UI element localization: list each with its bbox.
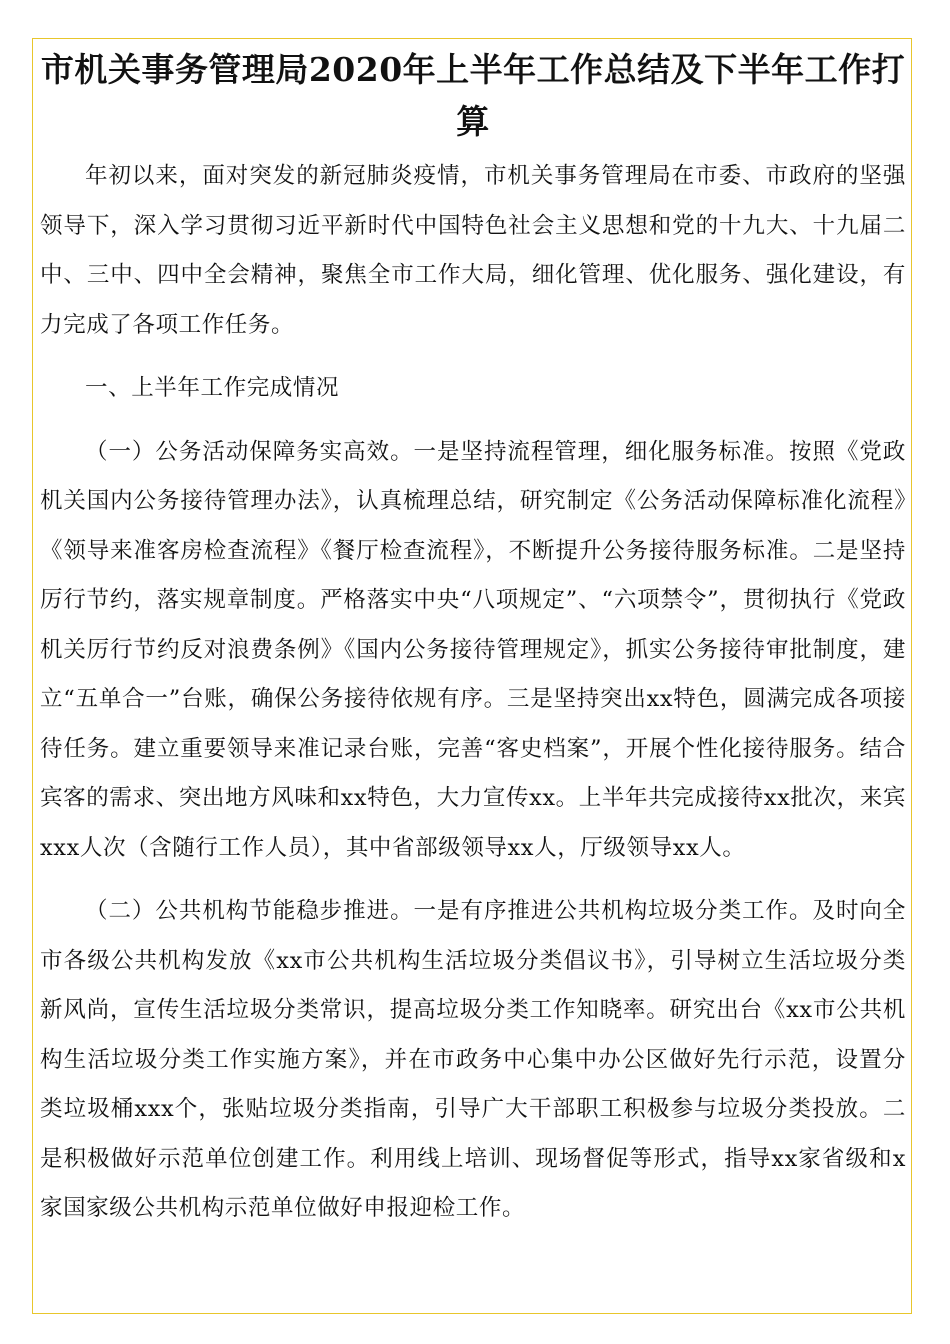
document-title: 市机关事务管理局2020年上半年工作总结及下半年工作打算 (40, 50, 906, 141)
section-heading: 一、上半年工作完成情况 (85, 375, 340, 401)
paragraph-energy-saving: （二）公共机构节能稳步推进。一是有序推进公共机构垃圾分类工作。及时向全市各级公共机构发放《xx市公共机构生活垃圾分类倡议书》，引导树立生活垃圾分类新风尚，宣传生活垃圾分类常识，提高垃圾分类工作知晓率。研究出台《xx市公共机构生活垃圾分类工作实施方案》，并在市政务中心集中办公区做好先行示范，设置分类垃圾桶xxx个，张贴垃圾分类指南，引导广大干部职工积极参与垃圾分类投放。二是积极做好示范单位创建工作。利用线上培训、现场督促等形式，指导xx家省级和x家国家级公共机构示范单位做好申报迎检工作。 (40, 898, 906, 1221)
paragraph-intro: 年初以来，面对突发的新冠肺炎疫情，市机关事务管理局在市委、市政府的坚强领导下，深入学习贯彻习近平新时代中国特色社会主义思想和党的十九大、十九届二中、三中、四中全会精神，聚焦全市工作大局，细化管理、优化服务、强化建设，有力完成了各项工作任务。 (40, 163, 906, 338)
document-body (40, 44, 906, 1234)
paragraph-official-activities: （一）公务活动保障务实高效。一是坚持流程管理，细化服务标准。按照《党政机关国内公务接待管理办法》，认真梳理总结，研究制定《公务活动保障标准化流程》《领导来准客房检查流程》《餐厅检查流程》，不断提升公务接待服务标准。二是坚持厉行节约，落实规章制度。严格落实中央“八项规定”、“六项禁令”，贯彻执行《党政机关厉行节约反对浪费条例》《国内公务接待管理规定》，抓实公务接待审批制度，建立“五单合一”台账，确保公务接待依规有序。三是坚持突出xx特色，圆满完成各项接待任务。建立重要领导来准记录台账，完善“客史档案”，开展个性化接待服务。结合宾客的需求、突出地方风味和xx特色，大力宣传xx。上半年共完成接待xx批次，来宾xxx人次（含随行工作人员），其中省部级领导xx人，厅级领导xx人。 (40, 438, 906, 861)
